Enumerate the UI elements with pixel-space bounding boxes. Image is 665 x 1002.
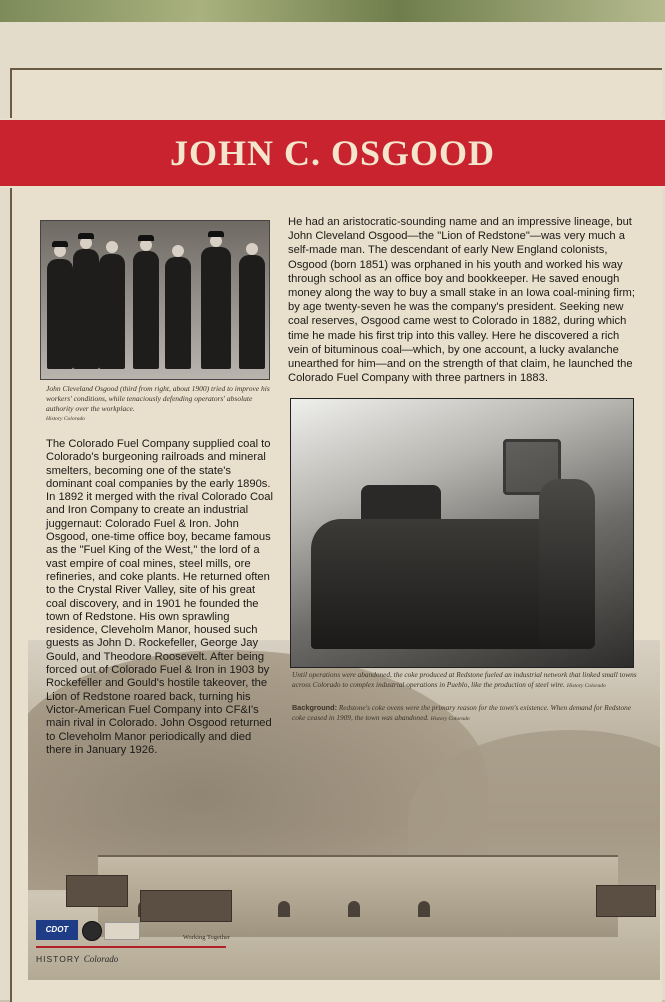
partner-logo	[104, 922, 140, 940]
working-together-text: Working Together	[182, 934, 230, 941]
person-figure	[73, 249, 99, 369]
seal-logo	[82, 921, 102, 941]
oven-door	[418, 901, 430, 917]
sign-title: JOHN C. OSGOOD	[169, 133, 496, 173]
person-figure	[133, 251, 159, 369]
coke-machine	[311, 519, 551, 649]
person-head	[246, 243, 258, 255]
background-caption-text: Redstone's coke ovens were the primary reason for the town's existence. When demand for Redstone coke ceased in 1909, the town was abandoned.	[292, 703, 631, 722]
person-figure	[47, 259, 73, 369]
intro-paragraph: He had an aristocratic-sounding name and an impressive lineage, but John Cleveland Osgood—the "Lion of Redstone"—was very much a self-made man. The descendant of early New England colonists, Osgood (born 1851) was orphaned in his youth and worked his way through school as an office boy and bookkeeper. He saved enough money along the way to buy a small stake in an Iowa coal-mining firm; by age twenty-seven he was the company's president. Seeking new coal reserves, Osgood came west to Colorado in 1882, during which time he made his first trip into this valley. Here he discovered a rich vein of bituminous coal—which, by one account, a lucky avalanche unearthed for him—and on the strength of that claim, he launched the Colorado Fuel Company with three partners in 1883.	[288, 216, 635, 385]
ore-cart	[66, 875, 128, 907]
title-banner	[0, 118, 665, 188]
cdot-logo: CDOT	[36, 920, 78, 940]
photo2-credit: History Colorado	[566, 682, 606, 689]
photo1-credit: History Colorado	[46, 416, 85, 422]
hat-icon	[52, 241, 68, 247]
photo1-caption	[46, 384, 274, 424]
logo-divider	[36, 946, 226, 948]
ore-cart	[596, 885, 656, 917]
worker-figure	[539, 479, 595, 649]
background-credit: History Colorado	[430, 715, 470, 722]
person-figure	[201, 247, 231, 369]
person-head	[106, 241, 118, 253]
oven-door	[348, 901, 360, 917]
hat-icon	[208, 231, 224, 237]
person-figure	[99, 254, 125, 369]
history-prefix: HISTORY	[36, 954, 81, 964]
background-label: Background:	[292, 703, 337, 712]
hat-icon	[138, 235, 154, 241]
history-script: Colorado	[83, 954, 119, 964]
oven-door	[278, 901, 290, 917]
background-caption	[292, 703, 637, 724]
coke-worker-photo	[290, 398, 634, 668]
person-figure	[239, 255, 265, 369]
main-paragraph: The Colorado Fuel Company supplied coal to Colorado's burgeoning railroads and mineral smelters, becoming one of the state's dominant coal companies by the early 1890s. In 1892 it merged with the rival Colorado Coal and Iron Company to create an industrial juggernaut: Colorado Fuel & Iron. John Osgood, one-time office boy, became famous as the "Fuel King of the West," the lord of a vast empire of coal mines, steel mills, ore refineries, and coke plants. He returned often to the Crystal River Valley, site of his great coal discovery, and in 1901 he founded the town of Redstone. His own sprawling residence, Cleveholm Manor, housed such guests as John D. Rockefeller, George Jay Gould, and Theodore Roosevelt. After being forced out of Colorado Fuel & Iron in 1903 by Rockefeller and Gould's hostile takeover, the Lion of Redstone roared back, turning his Victor-American Fuel Company into CF&I's main rival in Colorado. John Osgood returned to Cleveholm Manor periodically and died there in January 1926.	[46, 438, 273, 756]
photo1-caption-text: John Cleveland Osgood (third from right, about 1900) tried to improve his workers' conditions, while tenaciously defending operators' absolute authority over the workplace.	[46, 384, 270, 413]
osgood-group-photo	[40, 220, 270, 380]
hat-icon	[78, 233, 94, 239]
person-figure	[165, 257, 191, 369]
sponsor-logos	[34, 918, 234, 978]
photo2-caption-text: Until operations were abandoned, the coke produced at Redstone fueled an industrial network that linked small towns across Colorado to complex industrial operations in Pueblo, like the production of steel wire.	[292, 670, 637, 689]
person-head	[172, 245, 184, 257]
photo2-caption	[292, 670, 637, 691]
history-colorado-logo	[36, 954, 118, 964]
